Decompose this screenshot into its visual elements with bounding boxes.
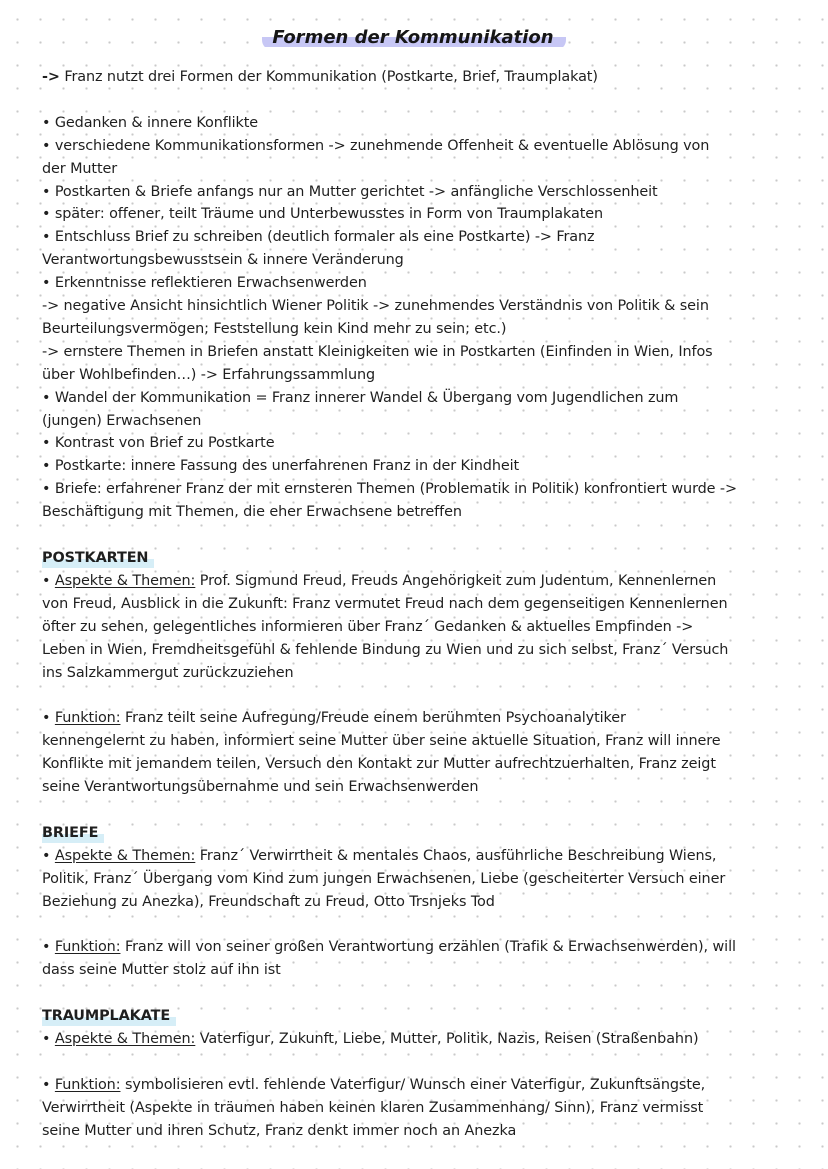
block-label: Funktion:: [54, 1076, 121, 1093]
heading-briefe: BRIEFE: [42, 822, 104, 845]
block-label: Aspekte & Themen:: [54, 847, 196, 864]
overview-line: • Wandel der Kommunikation = Franz innerer Wandel & Übergang vom Jugendlichen zum: [42, 389, 679, 406]
block-first-line: [42, 1074, 792, 1097]
overview-line: • Postkarten & Briefe anfangs nur an Mutter gerichtet -> anfängliche Verschlossenheit: [42, 183, 658, 200]
block-text: Franz´ Verwirrtheit & mentales Chaos, ausführliche Beschreibung Wiens,: [195, 847, 717, 864]
block-line: Verwirrtheit (Aspekte in träumen haben keinen klaren Zusammenhang/ Sinn), Franz vermisst: [42, 1099, 704, 1116]
briefe-aspekte: [42, 845, 792, 914]
block-line: Leben in Wien, Fremdheitsgefühl & fehlende Bindung zu Wien und zu sich selbst, Franz´ Versuch: [42, 641, 729, 658]
postkarten-funktion: [42, 707, 792, 799]
intro-text: Franz nutzt drei Formen der Kommunikation (Postkarte, Brief, Traumplakat): [59, 69, 598, 85]
block-label: Aspekte & Themen:: [54, 1030, 196, 1047]
block-line: seine Verantwortungsübernahme und sein Erwachsenwerden: [42, 779, 479, 796]
bullet: •: [42, 710, 55, 727]
spacer: [42, 524, 792, 547]
page-title: Formen der Kommunikation: [262, 26, 565, 50]
overview-line: -> negative Ansicht hinsichtlich Wiener Politik -> zunehmendes Verständnis von Politik & sein: [42, 298, 709, 315]
block-line: Beziehung zu Anezka), Freundschaft zu Freud, Otto Trsnjeks Tod: [42, 893, 495, 910]
notes-content: [42, 66, 792, 1142]
spacer: [42, 913, 792, 936]
overview-line: Verantwortungsbewusstsein & innere Veränderung: [42, 252, 404, 269]
title-wrap: [0, 26, 828, 50]
block-first-line: [42, 707, 792, 730]
section-heading-traumplakate: [42, 1005, 792, 1028]
overview-line: • später: offener, teilt Träume und Unterbewusstes in Form von Traumplakaten: [42, 206, 604, 223]
block-text: Vaterfigur, Zukunft, Liebe, Mutter, Politik, Nazis, Reisen (Straßenbahn): [195, 1030, 699, 1047]
spacer: [42, 89, 792, 112]
overview-line: • Erkenntnisse reflektieren Erwachsenwerden: [42, 275, 367, 292]
block-label: Funktion:: [54, 939, 121, 956]
block-text: symbolisieren evtl. fehlende Vaterfigur/ Wunsch einer Vaterfigur, Zukunftsängste,: [120, 1076, 706, 1093]
overview-line: Beschäftigung mit Themen, die eher Erwachsene betreffen: [42, 504, 462, 521]
overview-line: • Postkarte: innere Fassung des unerfahrenen Franz in der Kindheit: [42, 458, 520, 475]
bullet: •: [42, 847, 55, 864]
block-text: Franz will von seiner großen Verantwortung erzählen (Trafik & Erwachsenwerden), will: [120, 939, 736, 956]
spacer: [42, 982, 792, 1005]
block-label: Funktion:: [54, 710, 121, 727]
bullet: •: [42, 572, 55, 589]
overview-line: • Gedanken & innere Konflikte: [42, 114, 259, 131]
heading-traumplakate: TRAUMPLAKATE: [42, 1005, 176, 1028]
spacer: [42, 684, 792, 707]
bullet: •: [42, 1030, 55, 1047]
overview-line: • Briefe: erfahrener Franz der mit ernsteren Themen (Problematik in Politik) konfrontiert wurde ->: [42, 481, 737, 498]
block-label: Aspekte & Themen:: [54, 572, 196, 589]
overview-line: (jungen) Erwachsenen: [42, 412, 202, 429]
spacer: [42, 1051, 792, 1074]
block-first-line: [42, 936, 792, 959]
bullet: •: [42, 939, 55, 956]
section-heading-postkarten: [42, 547, 792, 570]
traumplakate-aspekte: [42, 1028, 792, 1051]
section-heading-briefe: [42, 822, 792, 845]
block-line: kennengelernt zu haben, informiert seine Mutter über seine aktuelle Situation, Franz will innere: [42, 733, 721, 750]
overview-line: • Entschluss Brief zu schreiben (deutlich formaler als eine Postkarte) -> Franz: [42, 229, 595, 246]
block-line: ins Salzkammergut zurückzuziehen: [42, 664, 294, 681]
overview-line: Beurteilungsvermögen; Feststellung kein Kind mehr zu sein; etc.): [42, 320, 507, 337]
block-line: Konflikte mit jemandem teilen, Versuch den Kontakt zur Mutter aufrechtzuerhalten, Franz zeigt: [42, 756, 716, 773]
intro-arrow: ->: [42, 69, 60, 85]
block-text: Franz teilt seine Aufregung/Freude einem berühmten Psychoanalytiker: [120, 710, 626, 727]
block-line: Politik, Franz´ Übergang vom Kind zum jungen Erwachsenen, Liebe (gescheiterter Versuch einer: [42, 870, 726, 887]
block-first-line: [42, 570, 792, 593]
postkarten-aspekte: [42, 570, 792, 685]
overview-list: [42, 112, 792, 524]
overview-line: der Mutter: [42, 160, 118, 177]
spacer: [42, 799, 792, 822]
block-line: von Freud, Ausblick in die Zukunft: Franz vermutet Freud nach dem gegenseitigen Kennenlernen: [42, 595, 728, 612]
block-line: seine Mutter und ihren Schutz, Franz denkt immer noch an Anezka: [42, 1122, 517, 1139]
overview-line: über Wohlbefinden…) -> Erfahrungssammlung: [42, 366, 376, 383]
block-line: öfter zu sehen, gelegentliches informieren über Franz´ Gedanken & aktuelles Empfinden ->: [42, 618, 694, 635]
overview-line: • Kontrast von Brief zu Postkarte: [42, 435, 275, 452]
block-first-line: [42, 1028, 792, 1051]
heading-postkarten: POSTKARTEN: [42, 547, 154, 570]
block-line: dass seine Mutter stolz auf ihn ist: [42, 962, 281, 979]
briefe-funktion: [42, 936, 792, 982]
overview-line: • verschiedene Kommunikationsformen -> zunehmende Offenheit & eventuelle Ablösung von: [42, 137, 710, 154]
intro-line: [42, 66, 792, 89]
block-text: Prof. Sigmund Freud, Freuds Angehörigkeit zum Judentum, Kennenlernen: [195, 572, 717, 589]
bullet: •: [42, 1076, 55, 1093]
block-first-line: [42, 845, 792, 868]
traumplakate-funktion: [42, 1074, 792, 1143]
overview-line: -> ernstere Themen in Briefen anstatt Kleinigkeiten wie in Postkarten (Einfinden in Wien, Infos: [42, 343, 713, 360]
